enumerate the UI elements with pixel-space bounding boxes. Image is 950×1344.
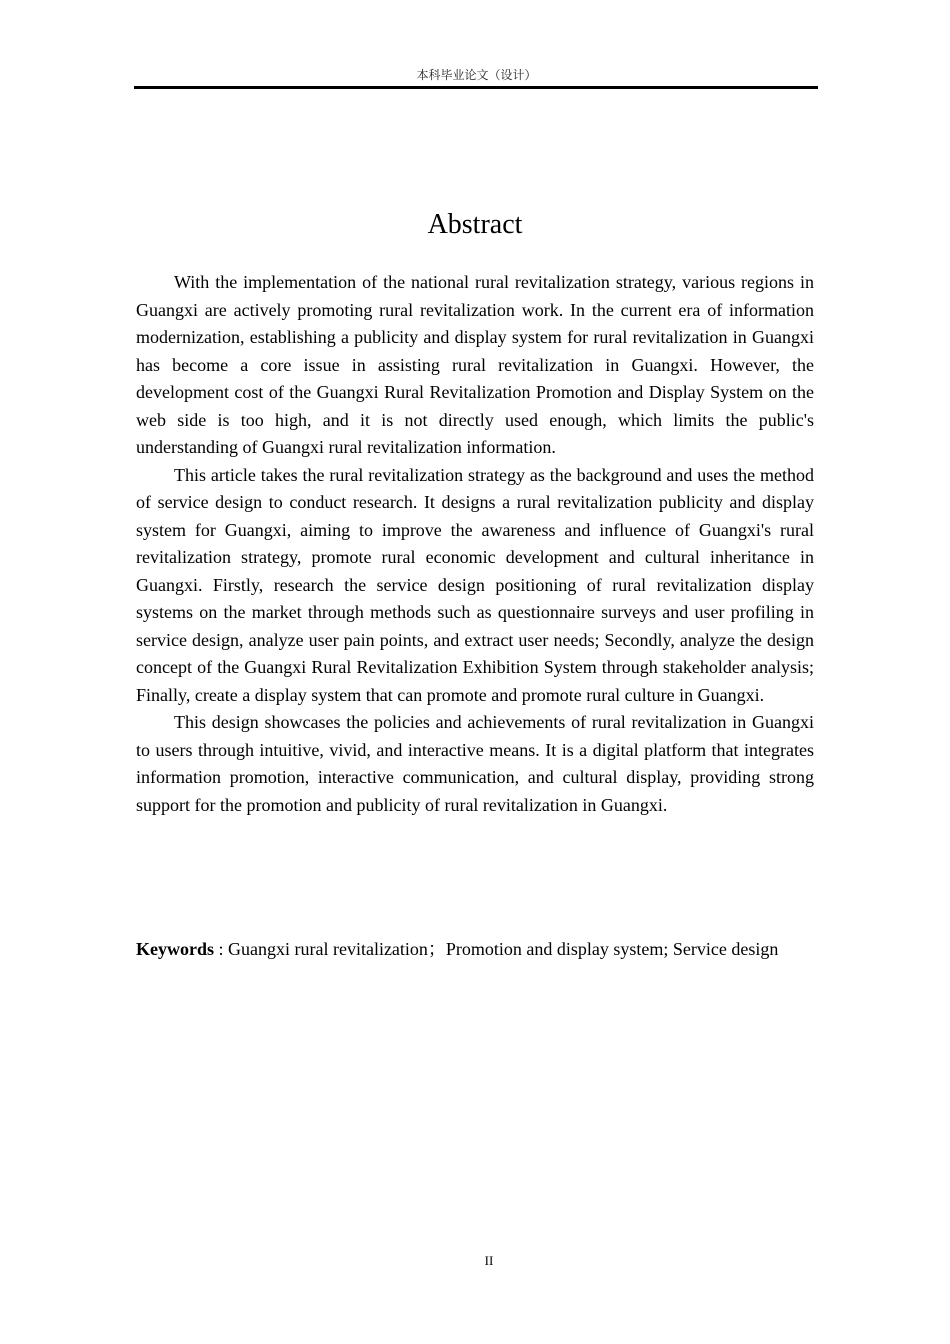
abstract-title: Abstract [427,209,523,240]
keywords-label: Keywords [136,939,214,959]
header-rule [134,86,818,89]
keywords-line [136,936,814,963]
abstract-paragraph-3: This design showcases the policies and achievements of rural revitalization in Guangxi to users through intuitive, vivid, and interactive means. It is a digital platform that integrates information promotion, interactive communication, and cultural display, providing strong support for the promotion and publicity of rural revitalization in Guangxi. [136,712,814,815]
running-header: 本科毕业论文（设计） [416,68,537,82]
abstract-paragraph-2: This article takes the rural revitalization strategy as the background and uses the method of service design to conduct research. It designs a rural revitalization publicity and display system for Guangxi, aiming to improve the awareness and influence of Guangxi's rural revitalization strategy, promote rural economic development and cultural inheritance in Guangxi. Firstly, research the service design positioning of rural revitalization display systems on the market through methods such as questionnaire surveys and user profiling in service design, analyze user pain points, and extract user needs; Secondly, analyze the design concept of the Guangxi Rural Revitalization Exhibition System through stakeholder analysis; Finally, create a display system that can promote and promote rural culture in Guangxi. [136,464,814,705]
page-number: II [484,1253,494,1268]
abstract-paragraph-1: With the implementation of the national rural revitalization strategy, various regions in Guangxi are actively promoting rural revitalization work. In the current era of information modernization, establishing a publicity and display system for rural revitalization in Guangxi has become a core issue in assisting rural revitalization in Guangxi. However, the development cost of the Guangxi Rural Revitalization Promotion and Display System on the web side is too high, and it is not directly used enough, which limits the public's understanding of Guangxi rural revitalization information. [136,272,814,457]
abstract-body [136,269,814,819]
keywords-text: : Guangxi rural revitalization；Promotion and display system; Service design [214,939,779,959]
